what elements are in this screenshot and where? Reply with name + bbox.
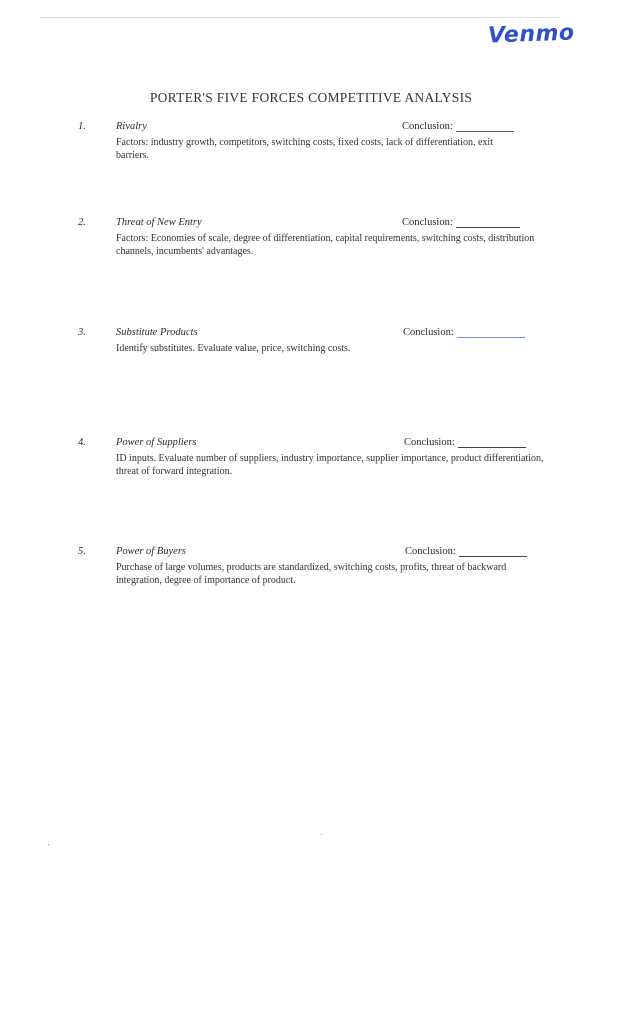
force-section-rivalry bbox=[78, 121, 526, 162]
conclusion-label: Conclusion: bbox=[402, 121, 453, 132]
force-section-threat-of-new-entry bbox=[78, 217, 546, 258]
force-section-power-of-suppliers bbox=[78, 437, 546, 478]
force-section-substitute-products bbox=[78, 327, 546, 355]
force-number: 3. bbox=[78, 327, 86, 338]
conclusion-blank[interactable] bbox=[457, 327, 525, 338]
force-description: Factors: Economies of scale, degree of differentiation, capital requirements, switching costs, distribution channels, incumbents' advantages. bbox=[116, 233, 535, 257]
conclusion-field[interactable] bbox=[402, 217, 520, 228]
force-number: 4. bbox=[78, 437, 86, 448]
force-number: 5. bbox=[78, 546, 86, 557]
force-name: Rivalry bbox=[116, 121, 147, 132]
scan-edge-line bbox=[40, 17, 560, 18]
force-number: 2. bbox=[78, 217, 86, 228]
conclusion-label: Conclusion: bbox=[402, 217, 453, 228]
conclusion-blank[interactable] bbox=[458, 437, 526, 448]
force-name: Power of Buyers bbox=[116, 546, 186, 557]
conclusion-blank[interactable] bbox=[456, 217, 520, 228]
scan-speck bbox=[48, 844, 49, 845]
conclusion-field[interactable] bbox=[405, 546, 527, 557]
force-name: Threat of New Entry bbox=[116, 217, 202, 228]
conclusion-blank[interactable] bbox=[459, 546, 527, 557]
force-description: Purchase of large volumes, products are standardized, switching costs, profits, threat of backward integration, degree of importance of product. bbox=[116, 562, 507, 586]
conclusion-blank[interactable] bbox=[456, 121, 514, 132]
conclusion-field[interactable] bbox=[402, 121, 514, 132]
force-number: 1. bbox=[78, 121, 86, 132]
force-description: Identify substitutes. Evaluate value, price, switching costs. bbox=[116, 343, 351, 354]
conclusion-field[interactable] bbox=[404, 437, 526, 448]
force-name: Power of Suppliers bbox=[116, 437, 197, 448]
scan-speck bbox=[321, 834, 322, 835]
conclusion-label: Conclusion: bbox=[403, 327, 454, 338]
force-description: ID inputs. Evaluate number of suppliers, industry importance, supplier importance, product differentiation, threat of forward integration. bbox=[116, 453, 544, 477]
force-section-power-of-buyers bbox=[78, 546, 548, 587]
force-description: Factors: industry growth, competitors, switching costs, fixed costs, lack of differentiation, exit barriers. bbox=[116, 137, 493, 161]
conclusion-label: Conclusion: bbox=[405, 546, 456, 557]
handwritten-note: Venmo bbox=[487, 20, 575, 49]
conclusion-field[interactable] bbox=[403, 327, 525, 338]
conclusion-label: Conclusion: bbox=[404, 437, 455, 448]
force-name: Substitute Products bbox=[116, 327, 198, 338]
page-title: PORTER'S FIVE FORCES COMPETITIVE ANALYSIS bbox=[149, 90, 473, 105]
